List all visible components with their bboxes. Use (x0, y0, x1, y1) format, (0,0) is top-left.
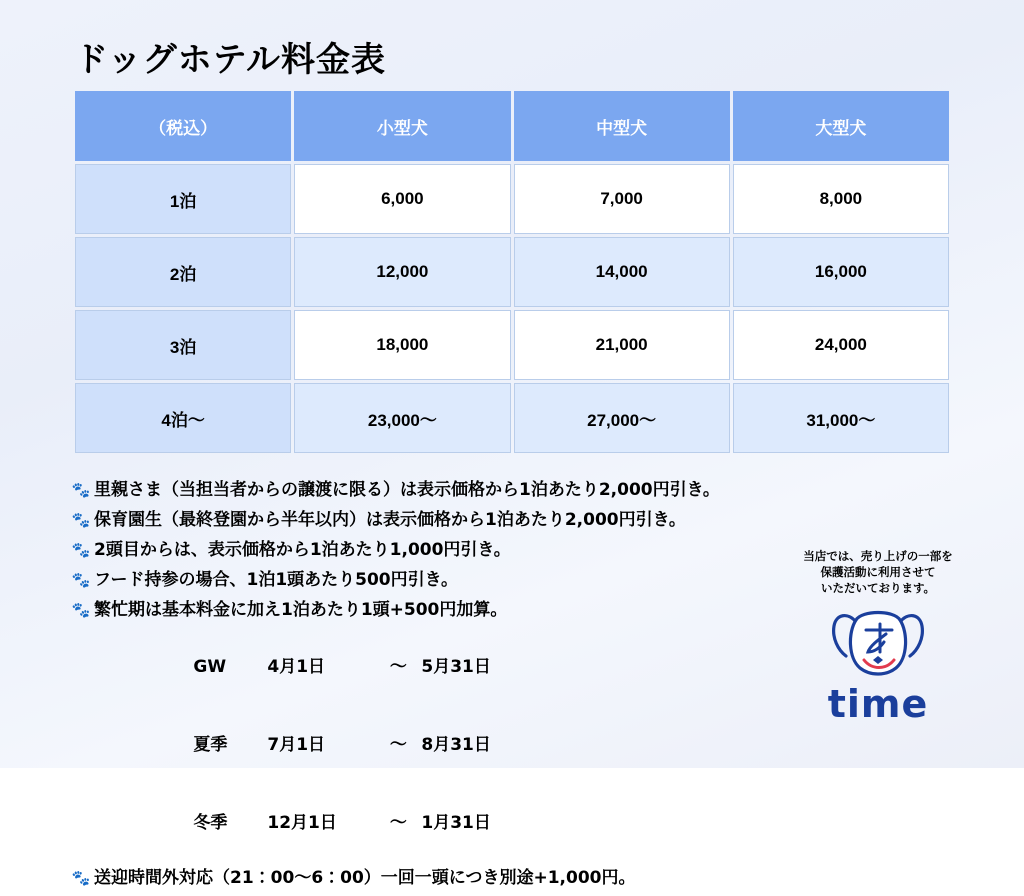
price-table (72, 88, 952, 456)
paw-icon: 🐾 (71, 512, 91, 529)
season-tilde: 〜 (389, 813, 407, 833)
table-header-small-dog: 小型犬 (294, 91, 510, 161)
logo-wordmark: time (827, 682, 929, 726)
donation-note-line3: いただいております。 (820, 581, 936, 595)
row-label-4night: 4泊〜 (75, 383, 291, 453)
table-row (75, 164, 949, 234)
paw-icon: 🐾 (71, 602, 91, 619)
notes-list (68, 478, 768, 896)
list-item (68, 538, 768, 562)
season-name: 冬季 (193, 813, 228, 833)
price-2night-medium: 14,000 (514, 237, 730, 307)
list-item (68, 866, 768, 890)
list-item (68, 478, 768, 502)
table-header-medium-dog: 中型犬 (514, 91, 730, 161)
table-row (75, 383, 949, 453)
season-to: 8月31日 (421, 735, 491, 755)
row-label-3night: 3泊 (75, 310, 291, 380)
table-row (75, 310, 949, 380)
row-label-1night: 1泊 (75, 164, 291, 234)
price-2night-small: 12,000 (294, 237, 510, 307)
season-row (146, 628, 768, 706)
season-to: 5月31日 (421, 657, 491, 677)
season-to: 1月31日 (421, 813, 491, 833)
season-from: 4月1日 (267, 657, 326, 677)
donation-note-line2: 保護活動に利用させて (820, 565, 936, 579)
note-text: フード持参の場合、1泊1頭あたり500円引き。 (94, 570, 458, 590)
price-4night-small: 23,000〜 (294, 383, 510, 453)
paw-icon: 🐾 (71, 870, 91, 887)
season-name: 夏季 (193, 735, 228, 755)
page-title: ドッグホテル料金表 (74, 40, 386, 80)
price-4night-medium: 27,000〜 (514, 383, 730, 453)
season-row (146, 706, 768, 784)
season-from: 12月1日 (267, 813, 337, 833)
price-1night-medium: 7,000 (514, 164, 730, 234)
note-text: 2頭目からは、表示価格から1泊あたり1,000円引き。 (94, 540, 511, 560)
price-3night-medium: 21,000 (514, 310, 730, 380)
table-header-tax: （税込） (75, 91, 291, 161)
price-3night-large: 24,000 (733, 310, 949, 380)
season-row (146, 784, 768, 862)
paw-icon: 🐾 (71, 542, 91, 559)
note-text: 送迎時間外対応（21：00〜6：00）一回一頭につき別途+1,000円。 (94, 868, 636, 888)
price-3night-small: 18,000 (294, 310, 510, 380)
logo-area (778, 548, 978, 724)
season-tilde: 〜 (389, 657, 407, 677)
table-header-row (75, 91, 949, 161)
table-header-large-dog: 大型犬 (733, 91, 949, 161)
row-label-2night: 2泊 (75, 237, 291, 307)
paw-icon: 🐾 (71, 572, 91, 589)
list-item (68, 568, 768, 592)
season-name: GW (193, 657, 227, 677)
price-1night-large: 8,000 (733, 164, 949, 234)
table-row (75, 237, 949, 307)
paw-icon: 🐾 (71, 482, 91, 499)
dog-logo-icon (818, 606, 938, 684)
list-item (68, 598, 768, 622)
price-2night-large: 16,000 (733, 237, 949, 307)
season-tilde: 〜 (389, 735, 407, 755)
list-item (68, 508, 768, 532)
note-text: 保育園生（最終登園から半年以内）は表示価格から1泊あたり2,000円引き。 (94, 510, 686, 530)
season-from: 7月1日 (267, 735, 326, 755)
price-4night-large: 31,000〜 (733, 383, 949, 453)
note-text: 里親さま（当担当者からの譲渡に限る）は表示価格から1泊あたり2,000円引き。 (94, 480, 720, 500)
note-text: 繁忙期は基本料金に加え1泊あたり1頭+500円加算。 (94, 600, 508, 620)
price-1night-small: 6,000 (294, 164, 510, 234)
donation-note-line1: 当店では、売り上げの一部を (803, 549, 953, 563)
donation-note (778, 548, 978, 596)
season-list (68, 628, 768, 862)
